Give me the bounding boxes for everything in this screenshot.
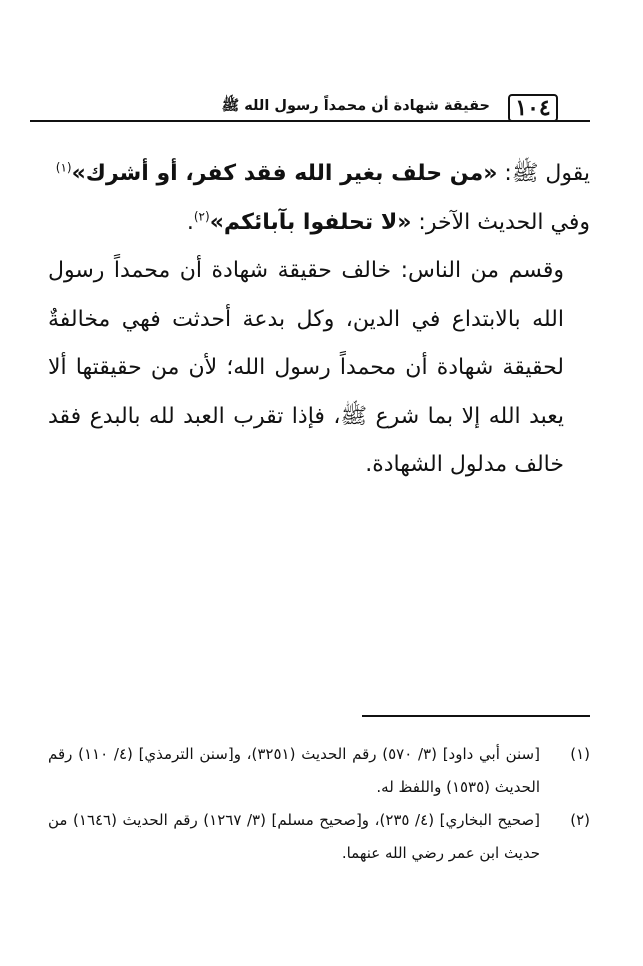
footnote-number: (١): [570, 745, 590, 763]
page-number: ١٠٤: [508, 94, 558, 122]
running-title: حقيقة شهادة أن محمداً رسول الله ﷺ: [221, 98, 490, 114]
hadith-quote-1: «من حلف بغير الله فقد كفر، أو أشرك»: [71, 161, 498, 186]
footnote-separator: [362, 715, 590, 717]
footnote-number: (٢): [570, 811, 590, 829]
page-header: [0, 0, 643, 130]
paragraph-2-end: .: [186, 209, 194, 235]
footnote-ref-2: (٢): [193, 209, 210, 224]
footnotes: [48, 738, 590, 870]
paragraph-3: وقسم من الناس: خالف حقيقة شهادة أن محمداً رسول الله بالابتداع في الدين، وكل بدعة أحدثت فهي مخالفةٌ لحقيقة شهادة أن محمداً رسول الله؛ لأن من حقيقتها ألا يعبد الله إلا بما شرع ﷺ، فإذا تقرب العبد لله بالبدع فقد خالف مدلول الشهادة.: [48, 258, 564, 477]
footnote-text: [سنن أبي داود] (٣/ ٥٧٠) رقم الحديث (٣٢٥١)، و[سنن الترمذي] (٤/ ١١٠) رقم الحديث (١٥٣٥) واللفظ له.: [48, 745, 540, 796]
hadith-quote-2: «لا تحلفوا بآبائكم»: [209, 209, 412, 235]
main-text: [48, 150, 590, 490]
footnote-ref-1: (١): [55, 160, 72, 175]
paragraph-1: [48, 150, 590, 199]
header-rule: [30, 120, 590, 122]
paragraph-2-intro: وفي الحديث الآخر:: [411, 209, 590, 235]
paragraph-2: [48, 199, 590, 248]
footnote-1: [48, 738, 590, 804]
footnote-2: [48, 804, 590, 870]
footnote-text: [صحيح البخاري] (٤/ ٢٣٥)، و[صحيح مسلم] (٣/ ١٢٦٧) رقم الحديث (١٦٤٦) من حديث ابن عمر رضي الله عنهما.: [48, 811, 541, 862]
paragraph-1-intro: يقول ﷺ:: [497, 161, 590, 186]
